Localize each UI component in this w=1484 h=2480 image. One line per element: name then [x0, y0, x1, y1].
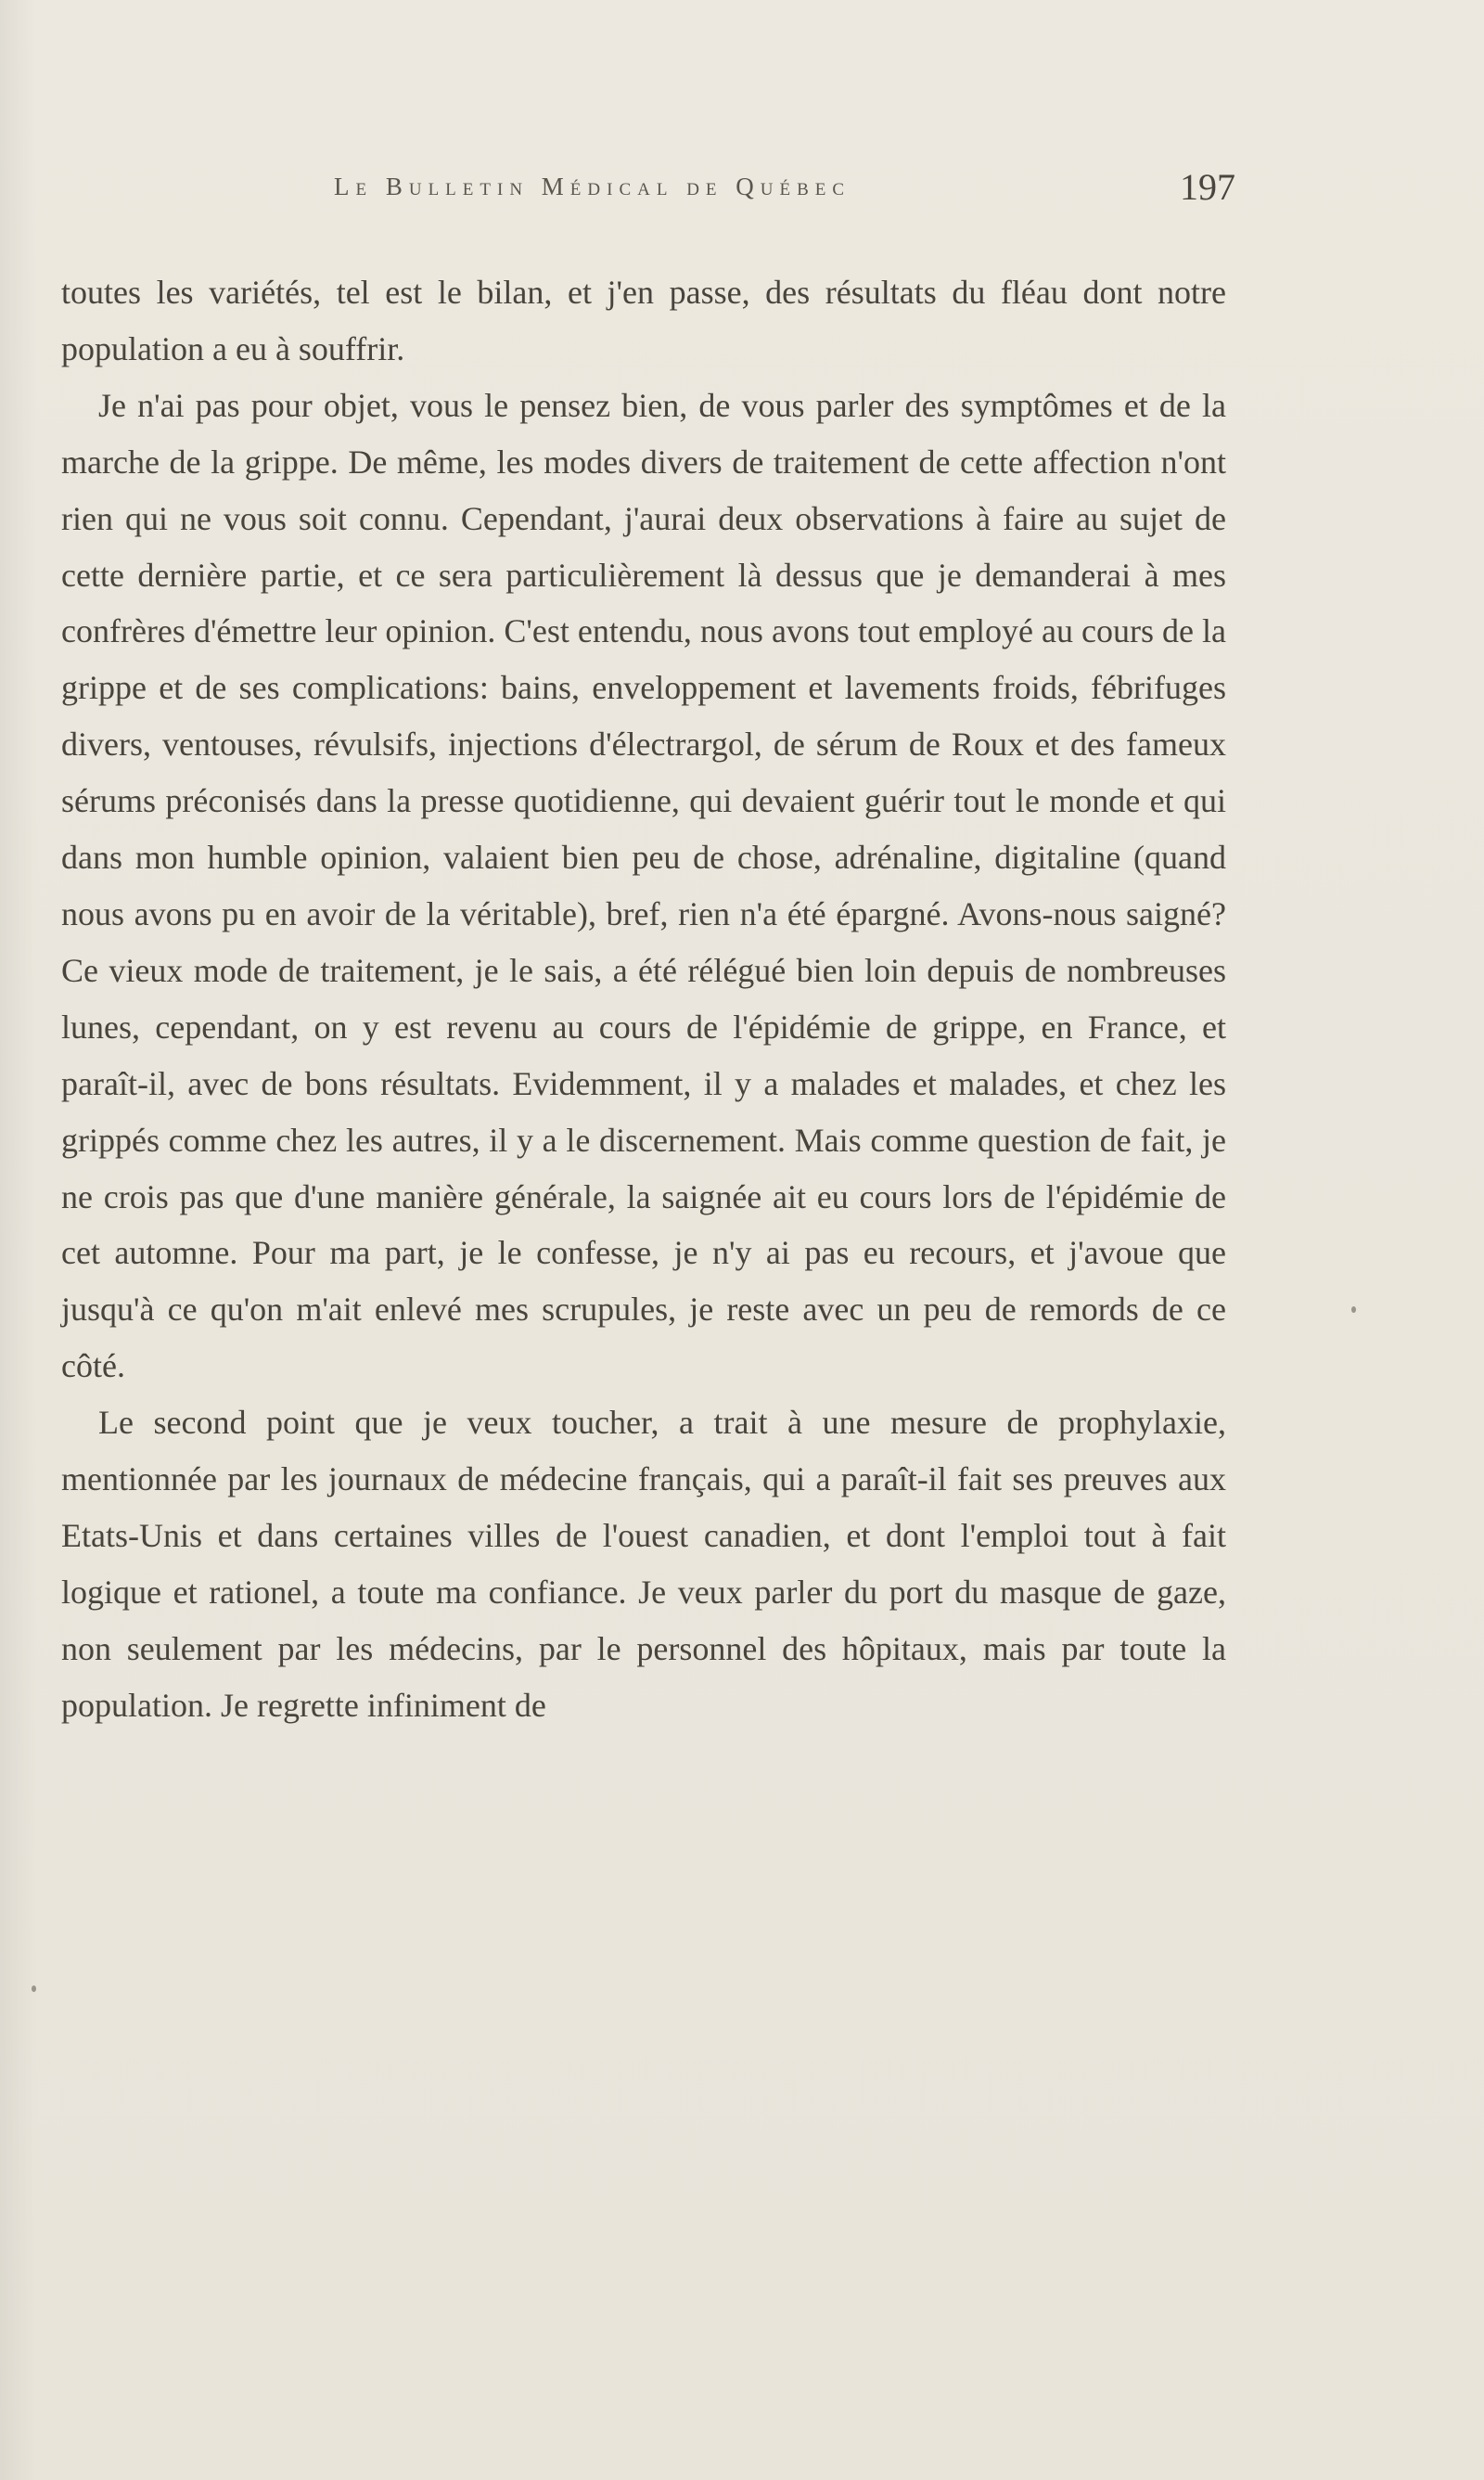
- paragraph-1: toutes les variétés, tel est le bilan, et j'en passe, des résultats du fléau dont notre population a eu à souffrir.: [61, 274, 1226, 367]
- paper-speck: [1351, 1306, 1356, 1313]
- paragraph-3: Le second point que je veux toucher, a trait à une mesure de prophylaxie, mentionnée par les journaux de médecine français, qui a paraît-il fait ses preuves aux Etats-Unis et dans certaines villes de l'ouest canadien, et dont l'emploi tout à fait logique et rationel, a toute ma confiance. Je veux parler du port du masque de gaze, non seulement par les médecins, par le personnel des hôpitaux, mais par toute la population. Je regrette infiniment de: [61, 1404, 1226, 1724]
- page-number: 197: [1180, 166, 1235, 208]
- running-head: [334, 165, 1243, 212]
- body-text: [61, 264, 1226, 1734]
- paper-speck: [32, 1985, 36, 1992]
- running-title: Le Bulletin Médical de Québec: [334, 173, 851, 200]
- paragraph-2: Je n'ai pas pour objet, vous le pensez bien, de vous parler des symptômes et de la marche de la grippe. De même, les modes divers de traitement de cette affection n'ont rien qui ne vous soit connu. Cependant, j'aurai deux observations à faire au sujet de cette dernière partie, et ce sera particulièrement là dessus que je demanderai à mes confrères d'émettre leur opinion. C'est entendu, nous avons tout employé au cours de la grippe et de ses complications: bains, enveloppement et lavements froids, fébrifuges divers, ventouses, révulsifs, injections d'électrargol, de sérum de Roux et des fameux sérums préconisés dans la presse quotidienne, qui devaient guérir tout le monde et qui dans mon humble opinion, valaient bien peu de chose, adrénaline, digitaline (quand nous avons pu en avoir de la véritable), bref, rien n'a été épargné. Avons-nous saigné? Ce vieux mode de traitement, je le sais, a été rélégué bien loin depuis de nombreuses lunes, cependant, on y est revenu au cours de l'épidémie de grippe, en France, et paraît-il, avec de bons résultats. Evidemment, il y a malades et malades, et chez les grippés comme chez les autres, il y a le discernement. Mais comme question de fait, je ne crois pas que d'une manière générale, la saignée ait eu cours lors de l'épidémie de cet automne. Pour ma part, je le confesse, je n'y ai pas eu recours, et j'avoue que jusqu'à ce qu'on m'ait enlevé mes scrupules, je reste avec un peu de remords de ce côté.: [61, 386, 1226, 1385]
